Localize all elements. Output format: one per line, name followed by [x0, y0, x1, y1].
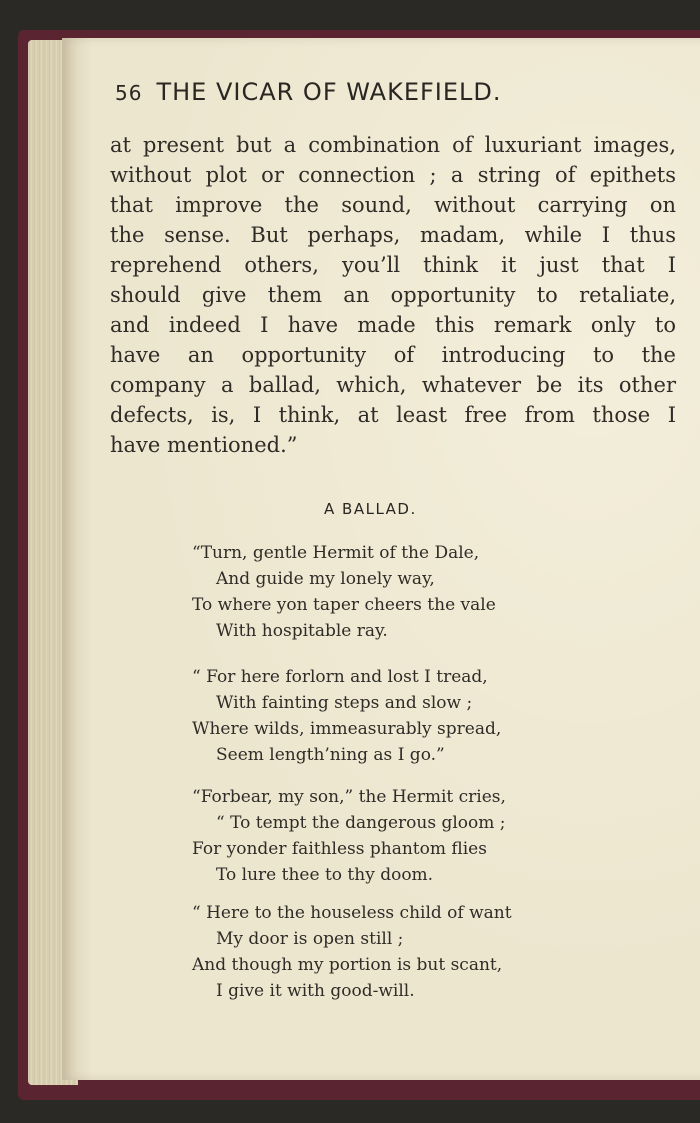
- prose-line: reprehend others, you’ll think it just that I: [110, 253, 676, 277]
- verse-line: And though my portion is but scant,: [192, 955, 503, 975]
- ballad-title: A BALLAD.: [324, 500, 417, 518]
- verse-line: I give it with good-will.: [216, 981, 415, 1001]
- prose-line: have an opportunity of introducing to the: [110, 343, 676, 367]
- prose-line: and indeed I have made this remark only to: [110, 313, 676, 337]
- verse-line: Seem length’ning as I go.”: [216, 745, 445, 765]
- verse-line: And guide my lonely way,: [216, 569, 435, 589]
- prose-line: should give them an opportunity to retaliate,: [110, 283, 676, 307]
- verse-line: “ Here to the houseless child of want: [192, 903, 512, 923]
- prose-line: the sense. But perhaps, madam, while I thus: [110, 223, 676, 247]
- prose-line: defects, is, I think, at least free from those I: [110, 403, 676, 427]
- ballad-stanza: [192, 664, 572, 768]
- verse-line: My door is open still ;: [216, 929, 404, 949]
- prose-paragraph: [110, 130, 676, 460]
- verse-line: “ For here forlorn and lost I tread,: [192, 667, 488, 687]
- verse-line: “Forbear, my son,” the Hermit cries,: [192, 787, 506, 807]
- verse-line: To lure thee to thy doom.: [216, 865, 434, 885]
- prose-line: that improve the sound, without carrying on: [110, 193, 676, 217]
- verse-line: Where wilds, immeasurably spread,: [192, 719, 502, 739]
- verse-line: “Turn, gentle Hermit of the Dale,: [192, 543, 480, 563]
- page-number: 56: [115, 81, 143, 105]
- book-title: THE VICAR OF WAKEFIELD.: [156, 78, 502, 106]
- ballad-stanza: [192, 784, 572, 888]
- verse-line: To where yon taper cheers the vale: [192, 595, 496, 615]
- prose-line: without plot or connection ; a string of epithets: [110, 163, 676, 187]
- ballad-stanza: [192, 540, 572, 644]
- verse-line: “ To tempt the dangerous gloom ;: [216, 813, 506, 833]
- prose-line: have mentioned.”: [110, 433, 298, 457]
- running-head: [115, 78, 502, 106]
- verse-line: For yonder faithless phantom flies: [192, 839, 487, 859]
- verse-line: With hospitable ray.: [216, 621, 388, 641]
- ballad-stanza: [192, 900, 572, 1004]
- prose-line: at present but a combination of luxuriant images,: [110, 133, 676, 157]
- verse-line: With fainting steps and slow ;: [216, 693, 473, 713]
- prose-line: company a ballad, which, whatever be its other: [110, 373, 676, 397]
